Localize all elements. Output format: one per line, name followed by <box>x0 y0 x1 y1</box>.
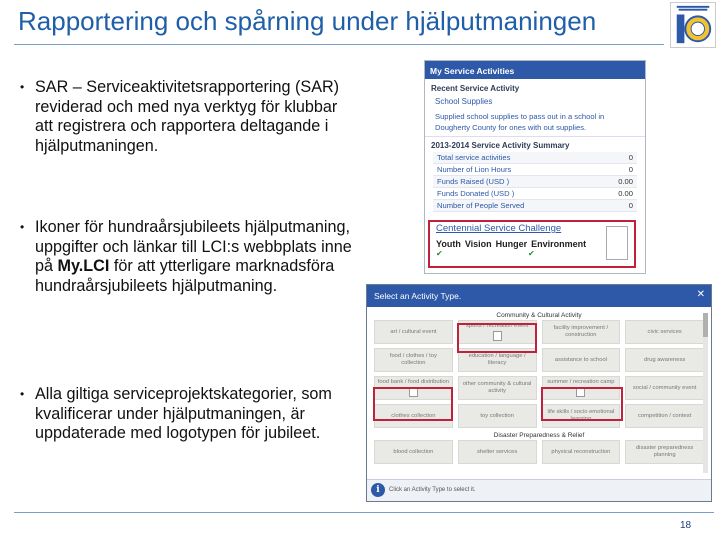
activity-tile[interactable]: social / community event <box>625 376 704 400</box>
bullet-dot: • <box>20 387 25 401</box>
scrollbar[interactable] <box>703 313 708 473</box>
bullet-text: SAR – Serviceaktivitetsrapportering (SAR) reviderad och med nya verktyg för klubbar att registrera och rapportera deltagande i hjälputmaningen. <box>35 78 340 155</box>
activity-tile[interactable]: food / clothes / toy collection <box>374 348 453 372</box>
activity-tile[interactable]: clothes collection <box>374 404 453 428</box>
activity-tile-label: summer / recreation camp <box>547 379 615 385</box>
category-checkmarks <box>430 249 634 258</box>
summary-label[interactable]: Funds Donated (USD ) <box>437 189 515 198</box>
bullet-text: Alla giltiga serviceprojektskategorier, som kvalificerar under hjälputmaningen, är uppdaterade med logotypen för jubileet. <box>35 385 332 442</box>
activity-tile-label: food bank / food distribution <box>377 379 449 385</box>
footer-divider <box>14 512 714 513</box>
summary-value: 0 <box>628 165 633 174</box>
summary-row <box>433 164 637 176</box>
dialog-title: Select an Activity Type. <box>374 291 462 301</box>
activity-tile[interactable]: toy collection <box>458 404 537 428</box>
summary-table <box>425 152 645 212</box>
slide-title: Rapportering och spårning under hjälputmaningen <box>18 6 597 36</box>
activity-tile[interactable]: shelter services <box>458 440 537 464</box>
summary-title: 2013-2014 Service Activity Summary <box>425 136 645 152</box>
bullet-text <box>35 218 355 296</box>
check-icon: ✔ <box>436 249 443 258</box>
activity-tile[interactable]: competition / contest <box>625 404 704 428</box>
summary-row <box>433 176 637 188</box>
highlight-box <box>373 387 453 421</box>
recent-activity-description: Supplied school supplies to pass out in a school in Dougherty County for ones with out supplies. <box>435 112 605 132</box>
summary-value: 0 <box>628 201 633 210</box>
bullet-text-part: för att ytterligare marknadsföra hundraårsjubileets hjälputmaning. <box>35 257 335 295</box>
dialog-header <box>367 285 711 307</box>
highlight-box <box>541 387 623 421</box>
section-title: Disaster Preparedness & Relief <box>493 432 585 439</box>
summary-value: 0 <box>628 153 633 162</box>
activity-tile[interactable]: life skills / socio emotional learning <box>542 404 621 428</box>
summary-row <box>433 152 637 164</box>
section-title: Community & Cultural Activity <box>496 312 582 319</box>
summary-value: 0.00 <box>618 177 633 186</box>
activity-tile-label: education / language / literacy <box>468 353 526 366</box>
recent-activity-title: Recent Service Activity <box>431 84 520 93</box>
close-icon[interactable]: ✕ <box>696 289 705 300</box>
summary-label[interactable]: Total service activities <box>437 153 511 162</box>
centennial-challenge-link[interactable]: Centennial Service Challenge <box>436 223 562 234</box>
activity-tile[interactable]: other community & cultural activity <box>458 376 537 400</box>
activity-tile[interactable]: assistance to school <box>542 348 621 372</box>
summary-row <box>433 200 637 212</box>
info-icon: i <box>371 483 385 497</box>
bullet-dot: • <box>20 220 25 234</box>
activity-tile[interactable]: civic services <box>625 320 704 344</box>
centennial-logo <box>670 2 716 48</box>
summary-label[interactable]: Number of People Served <box>437 201 525 210</box>
highlight-box <box>457 323 537 353</box>
category-youth: Youth <box>436 239 461 249</box>
summary-row <box>433 188 637 200</box>
summary-label[interactable]: Funds Raised (USD ) <box>437 177 510 186</box>
centennial-logo-graphic <box>671 3 715 47</box>
bullet-text-part: Ikoner för hundraårsjubileets hjälputmaning, uppgifter och länkar till LCI:s webbplats inne på <box>35 218 352 275</box>
centennial-challenge-box <box>428 220 636 268</box>
category-vision: Vision <box>464 239 492 249</box>
bullet-item <box>20 385 355 444</box>
category-hunger: Hunger <box>495 239 528 249</box>
check-icon: ✔ <box>528 249 535 258</box>
bullet-dot: • <box>20 80 25 94</box>
centennial-categories <box>430 235 634 249</box>
recent-activity-link[interactable]: School Supplies <box>435 97 493 106</box>
activity-grid <box>372 440 706 464</box>
activity-tile[interactable]: disaster preparedness planning <box>625 440 704 464</box>
bullet-text-bold: My.LCI <box>57 257 110 275</box>
page-number: 18 <box>680 520 692 531</box>
panel-header: My Service Activities <box>425 61 645 79</box>
activity-tile[interactable]: physical reconstruction <box>542 440 621 464</box>
activity-tile-label: sports / recreation event <box>466 323 529 329</box>
activity-tile[interactable]: blood collection <box>374 440 453 464</box>
bullet-item <box>20 218 355 296</box>
summary-value: 0.00 <box>618 189 633 198</box>
select-activity-type-dialog <box>366 284 712 502</box>
activity-tile[interactable]: drug awareness <box>625 348 704 372</box>
bullet-item <box>20 78 355 156</box>
summary-label[interactable]: Number of Lion Hours <box>437 165 512 174</box>
footer-hint: Click an Activity Type to select it. <box>389 487 476 493</box>
activity-tile[interactable]: facility improvement / construction <box>542 320 621 344</box>
dialog-footer <box>367 479 711 501</box>
title-divider <box>14 44 664 45</box>
category-environment: Environment <box>531 239 587 249</box>
activity-tile[interactable]: art / cultural event <box>374 320 453 344</box>
centennial-badge-icon <box>606 226 628 260</box>
scrollbar-thumb[interactable] <box>703 313 708 337</box>
